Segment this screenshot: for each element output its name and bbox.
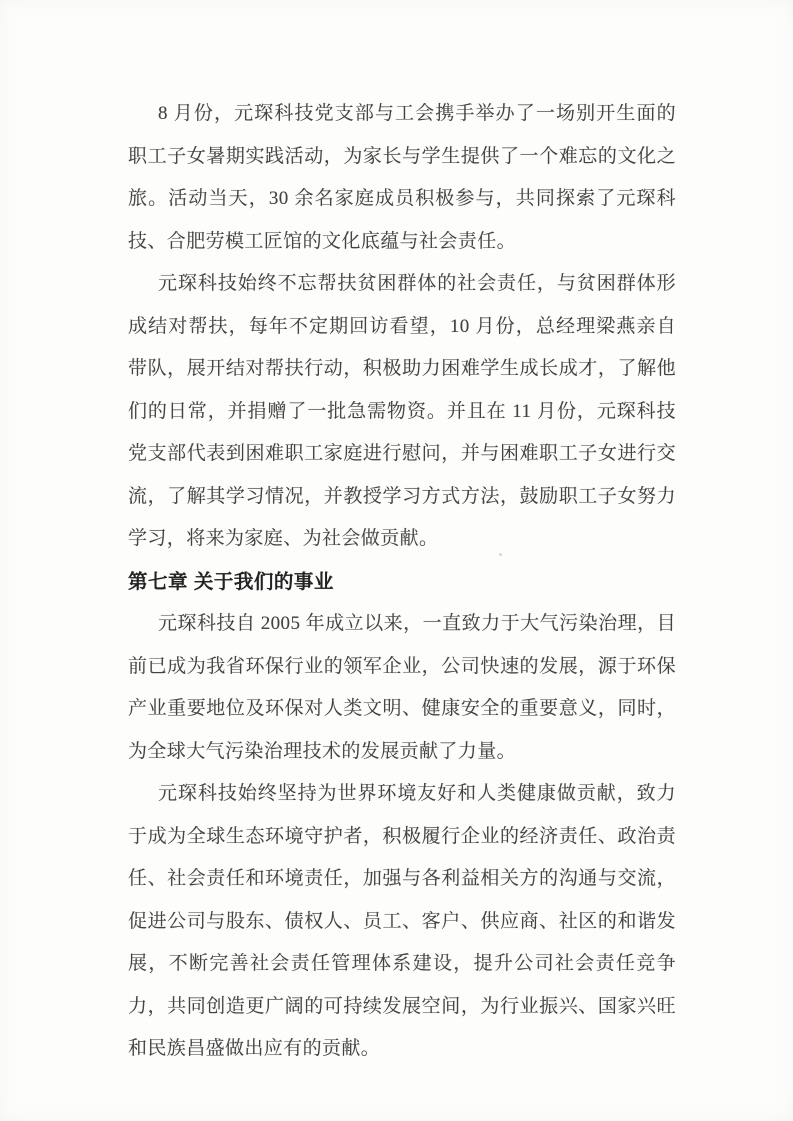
paragraph-company-mission: 元琛科技始终坚持为世界环境友好和人类健康做贡献，致力于成为全球生态环境守护者，积极履行企业的经济责任、政治责任、社会责任和环境责任，加强与各利益相关方的沟通与交流，促进公司与股东、债权人、员工、客户、供应商、社区的和谐发展，不断完善社会责任管理体系建设，提升公司社会责任竞争力，共同创造更广阔的可持续发展空间，为行业振兴、国家兴旺和民族昌盛做出应有的贡献。 [128, 783, 676, 1059]
scan-speck [499, 553, 502, 556]
paragraph-staff-activity: 8 月份，元琛科技党支部与工会携手举办了一场别开生面的职工子女暑期实践活动，为家长与学生提供了一个难忘的文化之旅。活动当天，30 余名家庭成员积极参与，共同探索了元琛科技、合肥劳模工匠馆的文化底蕴与社会责任。 [128, 103, 676, 252]
text-column [128, 93, 676, 1071]
chapter-heading: 第七章 关于我们的事业 [128, 570, 334, 593]
paragraph-company-history: 元琛科技自 2005 年成立以来，一直致力于大气污染治理，目前已成为我省环保行业的领军企业，公司快速的发展，源于环保产业重要地位及环保对人类文明、健康安全的重要意义，同时，为全球大气污染治理技术的发展贡献了力量。 [128, 613, 676, 762]
paragraph-poverty-assistance: 元琛科技始终不忘帮扶贫困群体的社会责任，与贫困群体形成结对帮扶，每年不定期回访看望，10 月份，总经理梁燕亲自带队，展开结对帮扶行动，积极助力困难学生成长成才，了解他们的日常，并捐赠了一批急需物资。并且在 11 月份，元琛科技党支部代表到困难职工家庭进行慰问，并与困难职工子女进行交流，了解其学习情况，并教授学习方式方法，鼓励职工子女努力学习，将来为家庭、为社会做贡献。 [128, 273, 676, 549]
